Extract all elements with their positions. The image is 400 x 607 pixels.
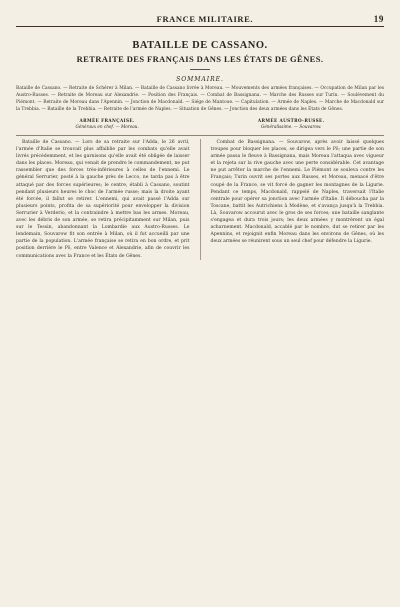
right-column (211, 139, 385, 260)
running-title: FRANCE MILITAIRE. (156, 14, 254, 24)
article-subtitle: RETRAITE DES FRANÇAIS DANS LES ÉTATS DE GÊNES. (76, 54, 324, 64)
left-column (16, 139, 190, 260)
title-divider (190, 69, 210, 70)
army-caption: ARMÉE AUSTRO-RUSSE. (257, 118, 325, 123)
paragraph: Bataille de Cassano. — Lors de sa retraite sur l'Adda, le 26 avril, l'armée d'Italie se trouvait plus affaiblie par les combats qu'elle avait livrés précédemment, et les garnisons qu'elle avait été obligée de laisser dans les places. Moreau, qui venait de prendre le commandement, ne put rassembler que des forces très-inférieures à celles de l'ennemi. Le général Serrurier, posté à la gauche près de Lecco, ne tarda pas à être attaqué par des forces supérieures; le centre, établi à Cassano, soutint pendant plusieurs heures le choc de l'armée russe; mais la droite ayant été forcée, il fallut se retirer. L'ennemi, qui avait passé l'Adda sur plusieurs points, profita de sa supériorité pour envelopper la division Serrurier à Verderio, et la contraindre à mettre bas les armes. Moreau, avec les débris de son armée, se retira précipitamment sur Milan, puis sur le Tessin, abandonnant la Lombardie aux Austro-Russes. Le lendemain, Souvarow fit son entrée à Milan, où il fut accueilli par une partie de la population. L'armée française se retira en bon ordre, et prit position derrière le Pô, entre Valence et Alexandrie, afin de couvrir les communications avec la France et les États de Gênes. (16, 140, 190, 259)
column-divider (200, 139, 201, 260)
summary-label: SOMMAIRE. (176, 76, 224, 83)
summary-text: Bataille de Cassano. — Retraite de Schérer à Milan. — Bataille de Cassano livrée à Moreau. — Mouvements des armées françaises. — Occupation de Milan par les Austro-Russes. — Retraite de Moreau sur Alexandrie. — Position des Français. — Combat de Bassignana. — Marche des Russes sur Turin. — Soulèvement du Piémont. — Retraite de Moreau dans l'Apennin. — Jonction de Macdonald. — Siége de Mantoue. — Capitulation. — Armée de Naples. — Marche de Macdonald sur la Trebbia. — Bataille de la Trebbia. — Retraite de l'armée de Naples. — Situation de Gênes. — Jonction des deux armées dans les États de Gênes. (16, 86, 384, 112)
army-caption: ARMÉE FRANÇAISE. (79, 118, 135, 123)
page-number: 19 (373, 14, 384, 24)
body-columns (16, 135, 384, 260)
army-austro-russian (258, 118, 325, 130)
army-commander: Généralissime. — Souvarow. (260, 124, 322, 129)
article-title: BATAILLE DE CASSANO. (132, 40, 268, 51)
paragraph: Combat de Bassignana. — Souvarow, après avoir laissé quelques troupes pour bloquer les places, se dirigea vers le Pô; une partie de son armée passa le fleuve à Bassignana, mais Moreau l'attaqua avec vigueur et la rejeta sur la rive gauche avec une perte considérable. Cet avantage ne put arrêter la marche de l'ennemi. Le Piémont se souleva contre les Français; Turin ouvrit ses portes aux Russes, et Moreau, menacé d'être coupé de la France, se vit forcé de gagner les montagnes de la Ligurie. Pendant ce temps, Macdonald, rappelé de Naples, traversait l'Italie centrale pour opérer sa jonction avec l'armée d'Italie. Il déboucha par la Toscane, battit les Autrichiens à Modène, et s'avança jusqu'à la Trebbia. Là, Souvarow accourut avec le gros de ses forces; une bataille sanglante s'engagea et dura trois jours; les deux armées y montrèrent un égal acharnement. Macdonald, accablé par le nombre, dut se retirer par les Apennins, et rejoignit enfin Moreau dans les environs de Gênes, où les deux armées se réunirent sous un seul chef pour défendre la Ligurie. (210, 140, 384, 245)
army-commander: Généraux en chef. — Moreau. (75, 124, 139, 129)
running-header (16, 14, 384, 27)
army-french (76, 118, 139, 130)
armies-heading (16, 118, 384, 130)
